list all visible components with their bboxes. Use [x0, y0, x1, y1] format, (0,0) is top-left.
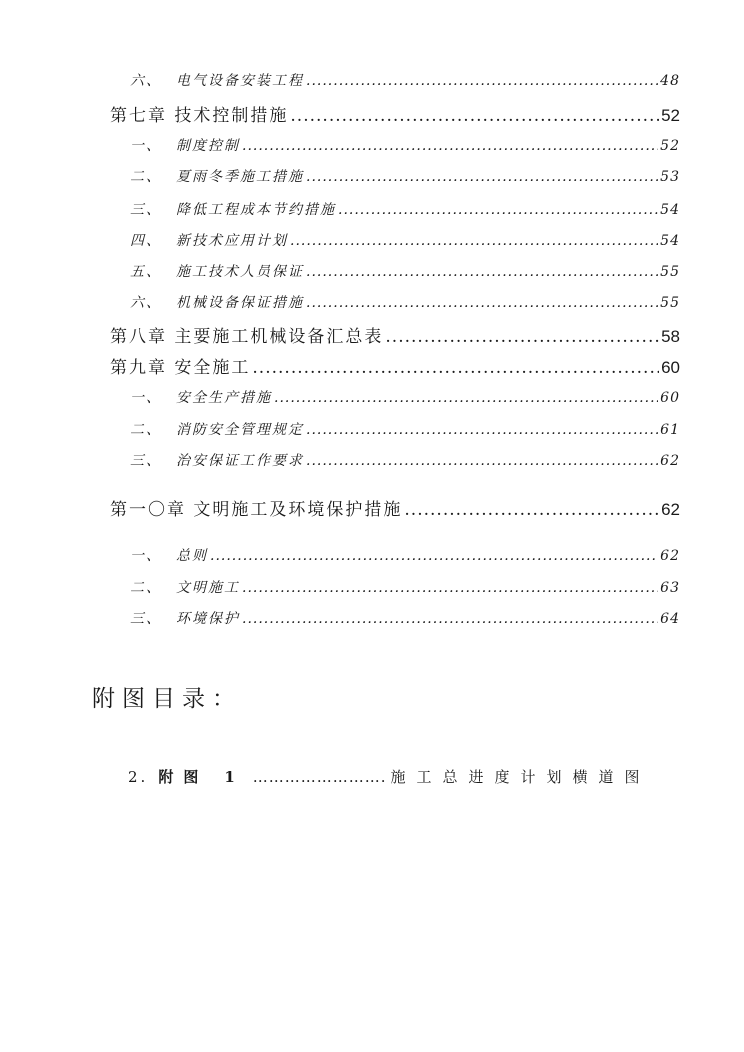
dot-leader	[306, 422, 658, 438]
toc-subsection-entry[interactable]	[130, 135, 680, 155]
toc-entry-title: 新技术应用计划	[176, 233, 288, 249]
dot-leader	[306, 73, 658, 89]
dot-leader	[306, 295, 658, 311]
dot-leader	[306, 453, 658, 469]
toc-chapter-entry[interactable]	[110, 101, 680, 126]
toc-entry-number: 六、	[130, 73, 162, 89]
toc-entry-number: 二、	[130, 169, 162, 185]
toc-entry-page: 53	[660, 169, 680, 185]
toc-entry-page: 54	[660, 202, 680, 218]
toc-entry-title: 总则	[176, 548, 208, 564]
toc-entry-title: 文明施工	[176, 580, 240, 596]
figure-entry-number: 2.	[128, 768, 149, 786]
toc-entry-number: 一、	[130, 548, 162, 564]
toc-entry-title: 降低工程成本节约措施	[176, 202, 336, 218]
toc-subsection-entry[interactable]	[130, 230, 680, 250]
toc-entry-page: 55	[660, 295, 680, 311]
toc-subsection-entry[interactable]	[130, 419, 680, 439]
dot-leader	[274, 390, 658, 406]
toc-subsection-entry[interactable]	[130, 199, 680, 219]
toc-entry-title: 治安保证工作要求	[176, 453, 304, 469]
toc-subsection-entry[interactable]	[130, 166, 680, 186]
dot-leader	[385, 327, 659, 347]
toc-entry-page: 64	[660, 611, 680, 627]
toc-entry-number: 一、	[130, 138, 162, 154]
toc-entry-number: 四、	[130, 233, 162, 249]
appendix-figure-entry[interactable]	[128, 766, 678, 787]
toc-entry-page: 52	[661, 106, 680, 125]
toc-entry-page: 63	[660, 580, 680, 596]
toc-subsection-entry[interactable]	[130, 292, 680, 312]
dot-leader	[290, 106, 659, 126]
toc-subsection-entry[interactable]	[130, 577, 680, 597]
toc-entry-number: 三、	[130, 453, 162, 469]
dot-leader	[242, 138, 658, 154]
toc-entry-page: 62	[660, 548, 680, 564]
toc-subsection-entry[interactable]	[130, 261, 680, 281]
dot-leader	[252, 358, 659, 378]
toc-entry-number: 一、	[130, 390, 162, 406]
dot-leader	[290, 233, 658, 249]
toc-subsection-entry[interactable]	[130, 387, 680, 407]
toc-chapter-entry[interactable]	[110, 322, 680, 347]
figure-number: 1	[224, 768, 235, 786]
dot-leader	[306, 264, 658, 280]
toc-subsection-entry[interactable]	[130, 608, 680, 628]
toc-entry-title: 安全生产措施	[176, 390, 272, 406]
dot-leader	[242, 611, 658, 627]
dot-leader	[242, 580, 658, 596]
toc-entry-page: 60	[660, 390, 680, 406]
figure-label: 附图	[158, 768, 209, 786]
figure-title: 施工总进度计划横道图	[390, 768, 651, 786]
toc-entry-page: 61	[660, 422, 680, 438]
toc-entry-title: 第七章 技术控制措施	[110, 106, 289, 126]
dot-leader	[404, 500, 659, 520]
toc-entry-title: 电气设备安装工程	[176, 73, 304, 89]
toc-entry-title: 第九章 安全施工	[110, 358, 251, 378]
toc-subsection-entry[interactable]	[130, 70, 680, 90]
toc-entry-page: 52	[660, 138, 680, 154]
dot-leader	[210, 548, 658, 564]
dot-leader	[306, 169, 658, 185]
toc-entry-number: 五、	[130, 264, 162, 280]
toc-entry-title: 环境保护	[176, 611, 240, 627]
toc-entry-title: 制度控制	[176, 138, 240, 154]
toc-entry-page: 48	[660, 73, 680, 89]
toc-entry-page: 60	[661, 358, 680, 377]
toc-entry-title: 第一〇章 文明施工及环境保护措施	[110, 500, 403, 520]
toc-entry-number: 三、	[130, 202, 162, 218]
toc-entry-number: 二、	[130, 422, 162, 438]
toc-subsection-entry[interactable]	[130, 450, 680, 470]
toc-entry-page: 54	[660, 233, 680, 249]
toc-entry-page: 62	[660, 453, 680, 469]
toc-entry-title: 第八章 主要施工机械设备汇总表	[110, 327, 384, 347]
toc-entry-title: 消防安全管理规定	[176, 422, 304, 438]
toc-entry-number: 三、	[130, 611, 162, 627]
toc-entry-title: 夏雨冬季施工措施	[176, 169, 304, 185]
toc-chapter-entry[interactable]	[110, 353, 680, 378]
toc-chapter-entry[interactable]	[110, 495, 680, 520]
toc-entry-page: 55	[660, 264, 680, 280]
toc-entry-number: 六、	[130, 295, 162, 311]
toc-entry-number: 二、	[130, 580, 162, 596]
toc-entry-page: 62	[661, 500, 680, 519]
toc-entry-title: 施工技术人员保证	[176, 264, 304, 280]
toc-subsection-entry[interactable]	[130, 545, 680, 565]
toc-entry-title: 机械设备保证措施	[176, 295, 304, 311]
dot-leader	[338, 202, 658, 218]
dot-leader: …………………….	[252, 768, 387, 786]
appendix-heading: 附图目录：	[92, 686, 242, 712]
toc-entry-page: 58	[661, 327, 680, 346]
